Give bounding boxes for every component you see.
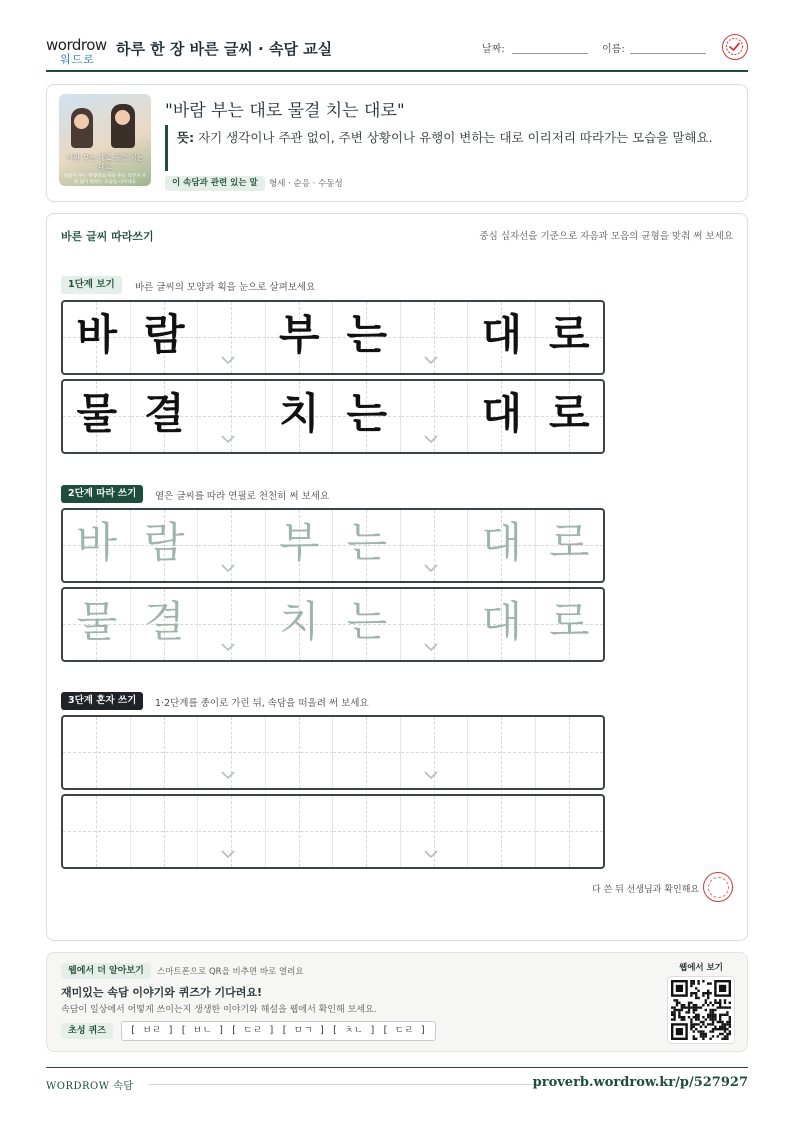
writing-cell[interactable] [468,796,536,867]
related-words: 형세 · 순응 · 수동성 [269,179,343,189]
writing-cell[interactable] [198,717,266,788]
name-field[interactable] [630,53,706,54]
writing-cell[interactable] [401,717,469,788]
related-words-tag: 이 속담과 관련 있는 말 [165,176,265,191]
space-mark-icon [221,850,235,858]
trace-glyph: 로 [548,518,590,567]
web-promo-section [46,952,748,1052]
writing-cell[interactable] [131,717,199,788]
writing-cell[interactable] [131,510,199,581]
writing-cell[interactable] [63,589,131,660]
space-mark-icon [221,564,235,572]
writing-cell[interactable] [266,510,334,581]
logo-korean: 워드로 [60,53,95,66]
date-label: 날짜: [482,44,505,55]
model-glyph: 로 [548,310,590,359]
grid-row [61,379,605,454]
writing-cell[interactable] [266,589,334,660]
space-mark-icon [221,771,235,779]
qr-code[interactable] [667,976,735,1044]
writing-cell[interactable] [401,510,469,581]
proverb-illustration [59,94,151,186]
writing-cell[interactable] [333,717,401,788]
grid-row [61,300,605,375]
writing-cell [63,381,131,452]
writing-cell [401,381,469,452]
writing-cell[interactable] [63,796,131,867]
writing-cell[interactable] [198,796,266,867]
proverb-card [46,84,748,202]
name-label: 이름: [602,44,625,55]
space-mark-icon [424,643,438,651]
step-3-description: 1·2단계를 종이로 가린 뒤, 속담을 떠올려 써 보세요 [155,698,369,709]
qr-code-icon [668,977,734,1043]
trace-glyph: 부 [278,518,320,567]
space-mark-icon [424,771,438,779]
space-mark-icon [221,643,235,651]
model-glyph: 는 [346,310,388,359]
writing-cell [63,302,131,373]
writing-cell[interactable] [198,589,266,660]
writing-cell[interactable] [401,796,469,867]
model-glyph: 는 [346,389,388,438]
proverb-text: "바람 부는 대로 물결 치는 대로" [165,101,405,121]
chosung-quiz-label: 초성 퀴즈 [61,1023,113,1039]
date-field[interactable] [512,53,588,54]
writing-cell [536,381,604,452]
writing-cell [198,381,266,452]
grid-row[interactable] [61,508,605,583]
writing-cell[interactable] [131,589,199,660]
step-1-description: 바른 글씨의 모양과 획을 눈으로 살펴보세요 [135,282,316,293]
footer-divider [148,1084,540,1085]
step-2-description: 옅은 글씨를 따라 연필로 천천히 써 보세요 [155,491,330,502]
step-1-tag: 1단계 보기 [61,276,122,294]
writing-cell [266,381,334,452]
trace-glyph: 람 [143,518,185,567]
writing-cell [198,302,266,373]
grid-row[interactable] [61,587,605,662]
model-glyph: 바 [76,310,118,359]
trace-glyph: 로 [548,597,590,646]
writing-cell [536,302,604,373]
trace-glyph: 대 [481,518,523,567]
writing-cell [333,381,401,452]
space-mark-icon [424,564,438,572]
step-3-tag: 3단계 혼자 쓰기 [61,692,143,710]
writing-cell[interactable] [401,589,469,660]
writing-cell[interactable] [468,589,536,660]
trace-glyph: 는 [346,518,388,567]
model-glyph: 결 [143,389,185,438]
space-mark-icon [424,356,438,364]
web-subtext: 속담이 일상에서 어떻게 쓰이는지 생생한 이야기와 해설을 웹에서 확인해 보세요. [61,1005,377,1015]
logo-wordmark: wordrow [46,36,107,54]
model-glyph: 치 [278,389,320,438]
writing-cell[interactable] [266,796,334,867]
model-glyph: 람 [143,310,185,359]
trace-glyph: 치 [278,597,320,646]
check-stamp-icon [722,34,748,60]
space-mark-icon [221,356,235,364]
trace-glyph: 는 [346,597,388,646]
practice-title: 바른 글씨 따라쓰기 [61,230,154,243]
writing-cell[interactable] [333,796,401,867]
writing-cell [468,302,536,373]
writing-cell [266,302,334,373]
writing-cell [131,381,199,452]
grid-row[interactable] [61,794,605,869]
proverb-meaning [177,128,732,148]
page-header [46,28,748,72]
meaning-text: 자기 생각이나 주관 없이, 주변 상황이나 유행이 변하는 대로 이리저리 따라가는 모습을 말해요. [198,130,713,145]
practice-hint: 중심 십자선을 기준으로 자음과 모음의 균형을 맞춰 써 보세요 [479,231,733,242]
writing-cell[interactable] [468,510,536,581]
illustration-subcaption: 바람이 부는 방향대로 따라 흔들 리면서 주관 없이 변하는 모습을 나타내요 [63,174,147,185]
writing-cell[interactable] [63,510,131,581]
handwriting-practice-section [46,213,748,941]
writing-cell[interactable] [131,796,199,867]
trace-glyph: 대 [481,597,523,646]
grid-row[interactable] [61,715,605,790]
writing-cell[interactable] [266,717,334,788]
web-headline: 재미있는 속담 이야기와 퀴즈가 기다려요! [61,986,262,999]
writing-cell[interactable] [63,717,131,788]
space-mark-icon [424,850,438,858]
footer-url[interactable]: proverb.wordrow.kr/p/527927 [532,1075,748,1090]
space-mark-icon [221,435,235,443]
writing-cell[interactable] [333,510,401,581]
meaning-accent-bar [165,125,168,171]
teacher-check-note: 다 쓴 뒤 선생님과 확인해요 [592,885,700,895]
web-more-tag: 웹에서 더 알아보기 [61,963,151,979]
wordrow-logo [46,36,108,66]
page-footer [46,1067,748,1097]
trace-glyph: 물 [76,597,118,646]
model-glyph: 부 [278,310,320,359]
writing-cell [468,381,536,452]
writing-cell [333,302,401,373]
web-tag-description: 스마트폰으로 QR을 비추면 바로 열려요 [157,967,304,977]
writing-cell [401,302,469,373]
writing-cell[interactable] [198,510,266,581]
footer-brand: WORDROW 속담 [46,1081,134,1092]
checkmark-icon [723,35,746,58]
meaning-label: 뜻: [177,130,195,145]
writing-cell[interactable] [536,796,604,867]
trace-glyph: 바 [76,518,118,567]
writing-cell [131,302,199,373]
page-title: 하루 한 장 바른 글씨 · 속담 교실 [116,40,333,58]
step-2-tag: 2단계 따라 쓰기 [61,485,143,503]
writing-cell[interactable] [333,589,401,660]
model-glyph: 대 [481,389,523,438]
illustration-caption: 바람 부는 대로 물결 치는 대로 [66,154,144,171]
teacher-stamp-icon [703,872,733,902]
writing-cell[interactable] [536,717,604,788]
writing-cell[interactable] [468,717,536,788]
model-glyph: 대 [481,310,523,359]
qr-label: 웹에서 보기 [679,963,724,973]
chosung-quiz-box: [ ㅂㄹ ] [ ㅂㄴ ] [ ㄷㄹ ] [ ㅁㄱ ] [ ㅊㄴ ] [ ㄷㄹ ] [121,1021,436,1041]
trace-glyph: 결 [143,597,185,646]
writing-cell[interactable] [536,589,604,660]
space-mark-icon [424,435,438,443]
model-glyph: 물 [76,389,118,438]
model-glyph: 로 [548,389,590,438]
writing-cell[interactable] [536,510,604,581]
